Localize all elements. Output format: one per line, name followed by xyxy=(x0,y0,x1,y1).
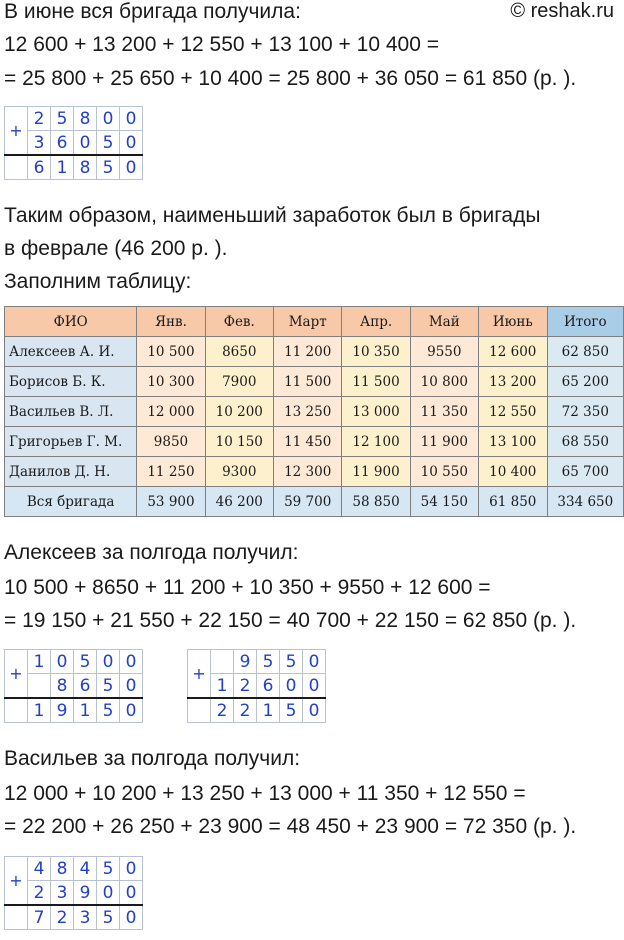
digit-cell: 0 xyxy=(120,674,143,699)
column-addition-june xyxy=(4,106,143,180)
digit-cell: 4 xyxy=(74,857,97,881)
column-header: Янв. xyxy=(137,307,205,337)
plus-sign: + xyxy=(5,857,28,906)
salary-table xyxy=(4,306,624,517)
value-cell: 12 550 xyxy=(478,397,547,427)
value-cell: 9300 xyxy=(205,457,273,487)
column-addition-alekseev-1 xyxy=(4,649,143,723)
table-row xyxy=(5,397,624,427)
digit-cell: 5 xyxy=(280,650,303,674)
value-cell: 9550 xyxy=(410,337,478,367)
plus-sign: + xyxy=(188,650,211,699)
value-cell: 12 600 xyxy=(478,337,547,367)
column-header: Март xyxy=(273,307,342,337)
digit-cell: 0 xyxy=(280,674,303,699)
digit-cell: 3 xyxy=(28,131,51,156)
digit-cell: 5 xyxy=(97,674,120,699)
digit-cell: 1 xyxy=(28,698,51,723)
digit-cell: 0 xyxy=(120,857,143,881)
digit-cell: 0 xyxy=(303,650,326,674)
digit-cell: 5 xyxy=(97,155,120,180)
empty-cell xyxy=(188,698,211,723)
digit-cell: 1 xyxy=(211,674,234,699)
name-cell: Алексеев А. И. xyxy=(5,337,137,367)
value-cell: 59 700 xyxy=(273,487,342,517)
column-header: Итого xyxy=(547,307,623,337)
value-cell: 11 500 xyxy=(342,367,410,397)
digit-cell: 8 xyxy=(51,857,74,881)
value-cell: 54 150 xyxy=(410,487,478,517)
digit-cell: 0 xyxy=(74,131,97,156)
table-header-row xyxy=(5,307,624,337)
value-cell: 10 300 xyxy=(137,367,205,397)
sum-row xyxy=(5,698,143,723)
digit-cell: 6 xyxy=(74,674,97,699)
alekseev-sum-result: = 19 150 + 21 550 + 22 150 = 40 700 + 22 150 = 62 850 (р. ). xyxy=(4,609,577,632)
digit-cell: 5 xyxy=(280,698,303,723)
empty-cell xyxy=(5,155,28,180)
value-cell: 68 550 xyxy=(547,427,623,457)
name-cell: Борисов Б. К. xyxy=(5,367,137,397)
digit-cell: 0 xyxy=(120,650,143,674)
digit-cell: 5 xyxy=(74,650,97,674)
value-cell: 12 000 xyxy=(137,397,205,427)
digit-cell: 2 xyxy=(234,698,257,723)
vasiliev-sum-expression: 12 000 + 10 200 + 13 250 + 13 000 + 11 350 + 12 550 = xyxy=(4,782,526,805)
digit-cell: 8 xyxy=(74,155,97,180)
addend-row xyxy=(5,650,143,674)
sum-row xyxy=(5,155,143,180)
digit-cell: 6 xyxy=(51,131,74,156)
table-row xyxy=(5,367,624,397)
digit-cell: 1 xyxy=(51,155,74,180)
addend-row xyxy=(5,857,143,881)
column-header: ФИО xyxy=(5,307,137,337)
value-cell: 8650 xyxy=(205,337,273,367)
digit-cell: 0 xyxy=(303,674,326,699)
fill-table-heading: Заполним таблицу: xyxy=(4,270,192,293)
value-cell: 10 800 xyxy=(410,367,478,397)
digit-cell: 0 xyxy=(120,881,143,906)
value-cell: 65 700 xyxy=(547,457,623,487)
value-cell: 13 000 xyxy=(342,397,410,427)
digit-cell: 2 xyxy=(234,674,257,699)
digit-cell: 8 xyxy=(74,107,97,131)
value-cell: 11 250 xyxy=(137,457,205,487)
digit-cell: 5 xyxy=(257,650,280,674)
plus-sign: + xyxy=(5,650,28,699)
value-cell: 11 450 xyxy=(273,427,342,457)
value-cell: 61 850 xyxy=(478,487,547,517)
digit-cell: 5 xyxy=(97,131,120,156)
addend-row xyxy=(5,107,143,131)
value-cell: 7900 xyxy=(205,367,273,397)
column-header: Фев. xyxy=(205,307,273,337)
value-cell: 62 850 xyxy=(547,337,623,367)
column-header: Апр. xyxy=(342,307,410,337)
name-cell: Данилов Д. Н. xyxy=(5,457,137,487)
value-cell: 10 500 xyxy=(137,337,205,367)
value-cell: 10 400 xyxy=(478,457,547,487)
digit-cell: 2 xyxy=(51,905,74,930)
table-row xyxy=(5,427,624,457)
digit-cell: 6 xyxy=(28,155,51,180)
digit-cell: 2 xyxy=(28,107,51,131)
digit-cell: 0 xyxy=(120,131,143,156)
digit-cell: 0 xyxy=(120,698,143,723)
value-cell: 65 200 xyxy=(547,367,623,397)
sum-row xyxy=(188,698,326,723)
value-cell: 11 200 xyxy=(273,337,342,367)
empty-cell xyxy=(5,698,28,723)
intro-text: В июне вся бригада получила: xyxy=(4,0,301,23)
value-cell: 334 650 xyxy=(547,487,623,517)
alekseev-title: Алексеев за полгода получил: xyxy=(4,541,299,564)
empty-cell xyxy=(5,905,28,930)
digit-cell: 2 xyxy=(211,698,234,723)
digit-cell: 1 xyxy=(28,650,51,674)
column-addition-alekseev-2 xyxy=(187,649,326,723)
conclusion-line-2: в феврале (46 200 р. ). xyxy=(4,237,228,260)
alekseev-sum-expression: 10 500 + 8650 + 11 200 + 10 350 + 9550 + 12 600 = xyxy=(4,576,491,599)
value-cell: 13 200 xyxy=(478,367,547,397)
digit-cell: 0 xyxy=(97,650,120,674)
digit-cell: 0 xyxy=(97,107,120,131)
value-cell: 11 350 xyxy=(410,397,478,427)
column-header: Май xyxy=(410,307,478,337)
digit-cell: 0 xyxy=(97,881,120,906)
conclusion-line-1: Таким образом, наименьший заработок был в бригады xyxy=(4,204,541,227)
digit-cell: 3 xyxy=(51,881,74,906)
value-cell: 11 900 xyxy=(410,427,478,457)
value-cell: 53 900 xyxy=(137,487,205,517)
plus-sign: + xyxy=(5,107,28,156)
name-cell: Вся бригада xyxy=(5,487,137,517)
digit-cell: 8 xyxy=(51,674,74,699)
digit-cell: 3 xyxy=(74,905,97,930)
value-cell: 46 200 xyxy=(205,487,273,517)
value-cell: 11 500 xyxy=(273,367,342,397)
column-header: Июнь xyxy=(478,307,547,337)
table-row xyxy=(5,337,624,367)
digit-cell: 4 xyxy=(28,857,51,881)
june-sum-result: = 25 800 + 25 650 + 10 400 = 25 800 + 36 050 = 61 850 (р. ). xyxy=(4,67,577,90)
addend-row xyxy=(188,650,326,674)
value-cell: 13 250 xyxy=(273,397,342,427)
value-cell: 9850 xyxy=(137,427,205,457)
digit-cell: 9 xyxy=(234,650,257,674)
digit-cell xyxy=(211,650,234,674)
digit-cell: 5 xyxy=(97,698,120,723)
name-cell: Васильев В. Л. xyxy=(5,397,137,427)
digit-cell: 0 xyxy=(303,698,326,723)
sum-row xyxy=(5,905,143,930)
column-addition-vasiliev xyxy=(4,856,143,930)
digit-cell xyxy=(28,674,51,699)
digit-cell: 5 xyxy=(97,857,120,881)
value-cell: 10 550 xyxy=(410,457,478,487)
value-cell: 12 300 xyxy=(273,457,342,487)
digit-cell: 2 xyxy=(28,881,51,906)
value-cell: 10 150 xyxy=(205,427,273,457)
digit-cell: 0 xyxy=(120,107,143,131)
digit-cell: 1 xyxy=(257,698,280,723)
digit-cell: 7 xyxy=(28,905,51,930)
digit-cell: 0 xyxy=(120,905,143,930)
digit-cell: 9 xyxy=(74,881,97,906)
june-sum-expression: 12 600 + 13 200 + 12 550 + 13 100 + 10 400 = xyxy=(4,33,439,56)
table-row xyxy=(5,457,624,487)
value-cell: 10 200 xyxy=(205,397,273,427)
value-cell: 13 100 xyxy=(478,427,547,457)
site-credit: © reshak.ru xyxy=(510,0,614,22)
digit-cell: 5 xyxy=(97,905,120,930)
value-cell: 10 350 xyxy=(342,337,410,367)
value-cell: 11 900 xyxy=(342,457,410,487)
vasiliev-sum-result: = 22 200 + 26 250 + 23 900 = 48 450 + 23 900 = 72 350 (р. ). xyxy=(4,815,577,838)
vasiliev-title: Васильев за полгода получил: xyxy=(4,747,301,770)
digit-cell: 5 xyxy=(51,107,74,131)
value-cell: 12 100 xyxy=(342,427,410,457)
digit-cell: 1 xyxy=(74,698,97,723)
digit-cell: 6 xyxy=(257,674,280,699)
value-cell: 58 850 xyxy=(342,487,410,517)
name-cell: Григорьев Г. М. xyxy=(5,427,137,457)
digit-cell: 0 xyxy=(120,155,143,180)
digit-cell: 0 xyxy=(51,650,74,674)
value-cell: 72 350 xyxy=(547,397,623,427)
total-row xyxy=(5,487,624,517)
digit-cell: 9 xyxy=(51,698,74,723)
